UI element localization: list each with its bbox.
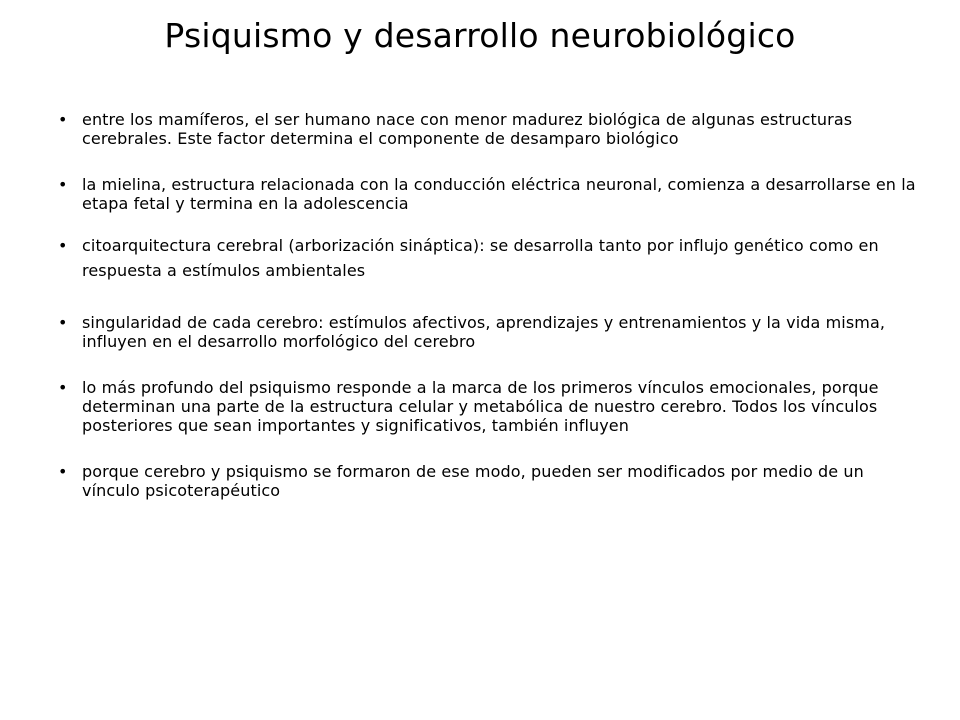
bullet-item	[56, 378, 916, 435]
bullet-item	[56, 313, 916, 351]
slide-title: Psiquismo y desarrollo neurobiológico	[164, 16, 796, 55]
bullet-dot-icon: •	[58, 236, 68, 255]
bullet-item	[56, 233, 916, 283]
bullet-text: singularidad de cada cerebro: estímulos afectivos, aprendizajes y entrenamientos y la vida misma, influyen en el desarrollo morfológico del cerebro	[82, 313, 886, 351]
bullet-dot-icon: •	[58, 462, 68, 481]
bullet-item	[56, 175, 916, 213]
bullet-text: citoarquitectura cerebral (arborización sináptica): se desarrolla tanto por influjo genético como en respuesta a estímulos ambientales	[82, 236, 879, 280]
bullet-item	[56, 462, 916, 500]
bullet-dot-icon: •	[58, 313, 68, 332]
bullet-text: lo más profundo del psiquismo responde a la marca de los primeros vínculos emocionales, porque determinan una parte de la estructura celular y metabólica de nuestro cerebro. Todos los vínculos posteriores que sean importantes y significativos, también influyen	[82, 378, 879, 435]
bullet-dot-icon: •	[58, 378, 68, 397]
bullet-dot-icon: •	[58, 110, 68, 129]
bullet-dot-icon: •	[58, 175, 68, 194]
bullet-text: porque cerebro y psiquismo se formaron de ese modo, pueden ser modificados por medio de un vínculo psicoterapéutico	[82, 462, 864, 500]
bullet-text: la mielina, estructura relacionada con la conducción eléctrica neuronal, comienza a desarrollarse en la etapa fetal y termina en la adolescencia	[82, 175, 916, 213]
bullet-list	[56, 110, 916, 500]
bullet-item	[56, 110, 916, 148]
bullet-text: entre los mamíferos, el ser humano nace con menor madurez biológica de algunas estructuras cerebrales. Este factor determina el componente de desamparo biológico	[82, 110, 853, 148]
